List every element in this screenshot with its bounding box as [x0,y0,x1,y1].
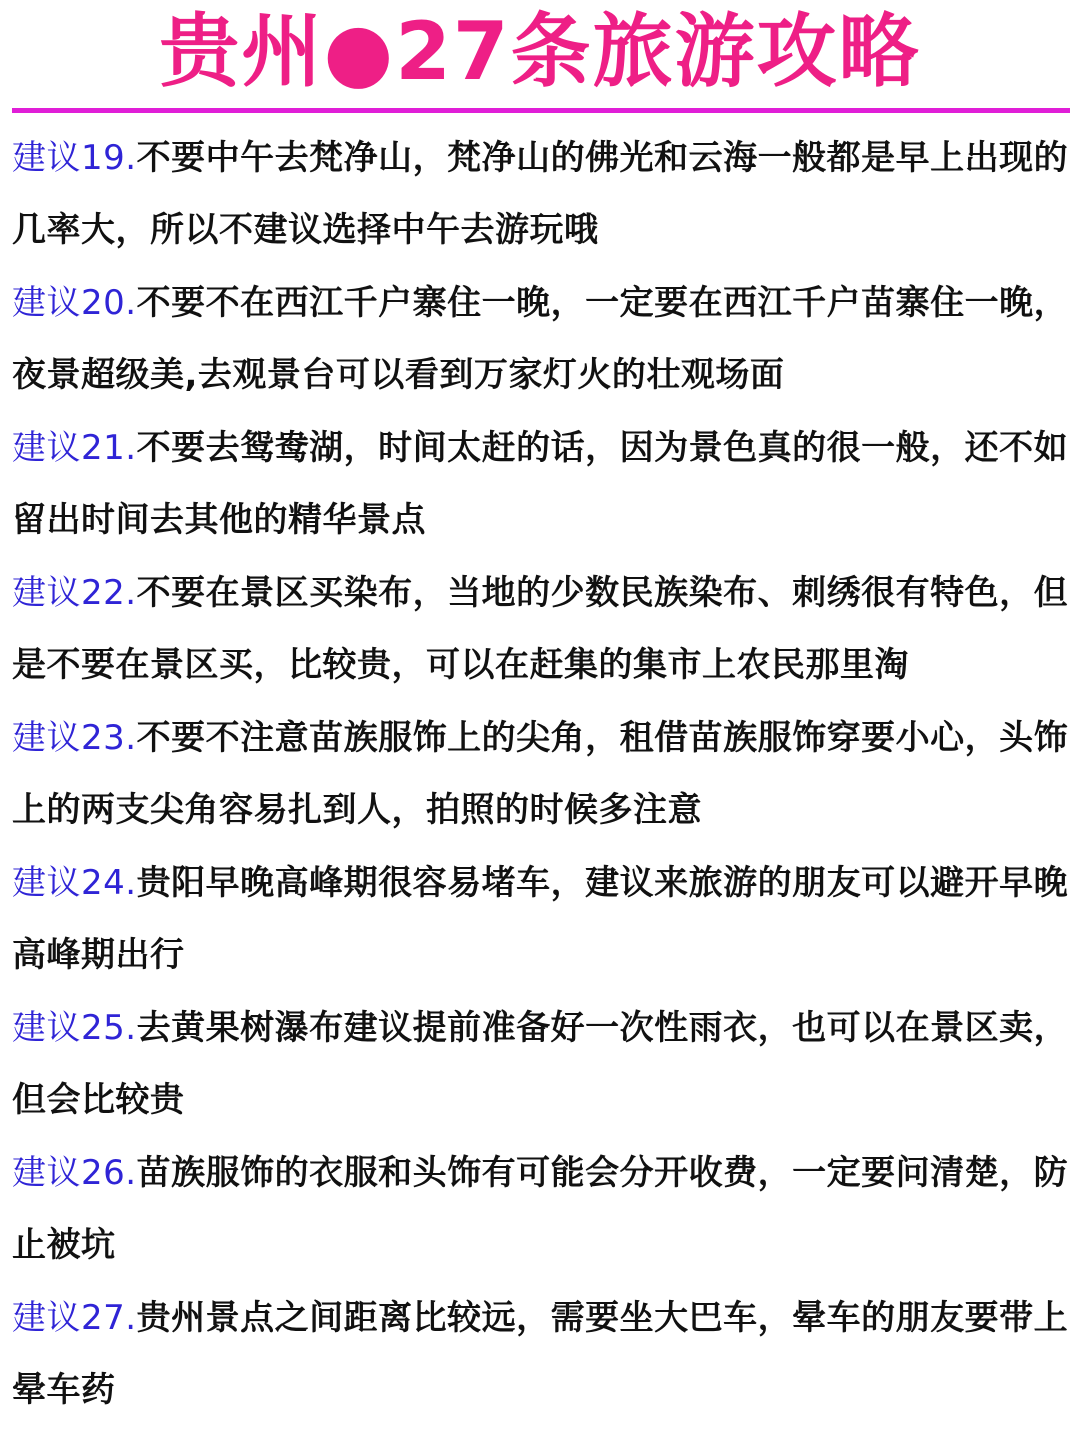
tip-24 [12,847,1072,991]
tip-22 [12,557,1072,701]
page-title: 贵州●27条旅游攻略 [159,5,921,98]
tip-23 [12,702,1072,846]
tip-label: 建议23. [12,718,137,758]
tip-text: 不要不在西江千户寨住一晚，一定要在西江千户苗寨住一晚，夜景超级美,去观景台可以看到万家灯火的壮观场面 [12,283,1069,395]
tip-text: 不要去鸳鸯湖，时间太赶的话，因为景色真的很一般，还不如留出时间去其他的精华景点 [12,428,1069,540]
tip-label: 建议27. [12,1298,137,1338]
tip-label: 建议25. [12,1008,137,1048]
title-divider [12,108,1070,113]
tip-label: 建议24. [12,863,137,903]
tip-27 [12,1282,1072,1426]
tip-text: 去黄果树瀑布建议提前准备好一次性雨衣，也可以在景区卖，但会比较贵 [12,1008,1069,1120]
tip-text: 不要不注意苗族服饰上的尖角，租借苗族服饰穿要小心，头饰上的两支尖角容易扎到人，拍照的时候多注意 [12,718,1069,830]
tip-26 [12,1137,1072,1281]
tip-text: 贵阳早晚高峰期很容易堵车，建议来旅游的朋友可以避开早晚高峰期出行 [12,863,1069,975]
tip-text: 贵州景点之间距离比较远，需要坐大巴车，晕车的朋友要带上晕车药 [12,1298,1069,1410]
tips-list [12,122,1072,1427]
tip-label: 建议20. [12,283,137,323]
tip-label: 建议21. [12,428,137,468]
tip-label: 建议19. [12,138,137,178]
tip-text: 不要在景区买染布，当地的少数民族染布、刺绣很有特色，但是不要在景区买，比较贵，可以在赶集的集市上农民那里淘 [12,573,1069,685]
tip-text: 苗族服饰的衣服和头饰有可能会分开收费，一定要问清楚，防止被坑 [12,1153,1069,1265]
tip-19 [12,122,1072,266]
tip-21 [12,412,1072,556]
tip-20 [12,267,1072,411]
tip-text: 不要中午去梵净山，梵净山的佛光和云海一般都是早上出现的几率大，所以不建议选择中午去游玩哦 [12,138,1069,250]
tip-25 [12,992,1072,1136]
tip-label: 建议26. [12,1153,137,1193]
tip-label: 建议22. [12,573,137,613]
